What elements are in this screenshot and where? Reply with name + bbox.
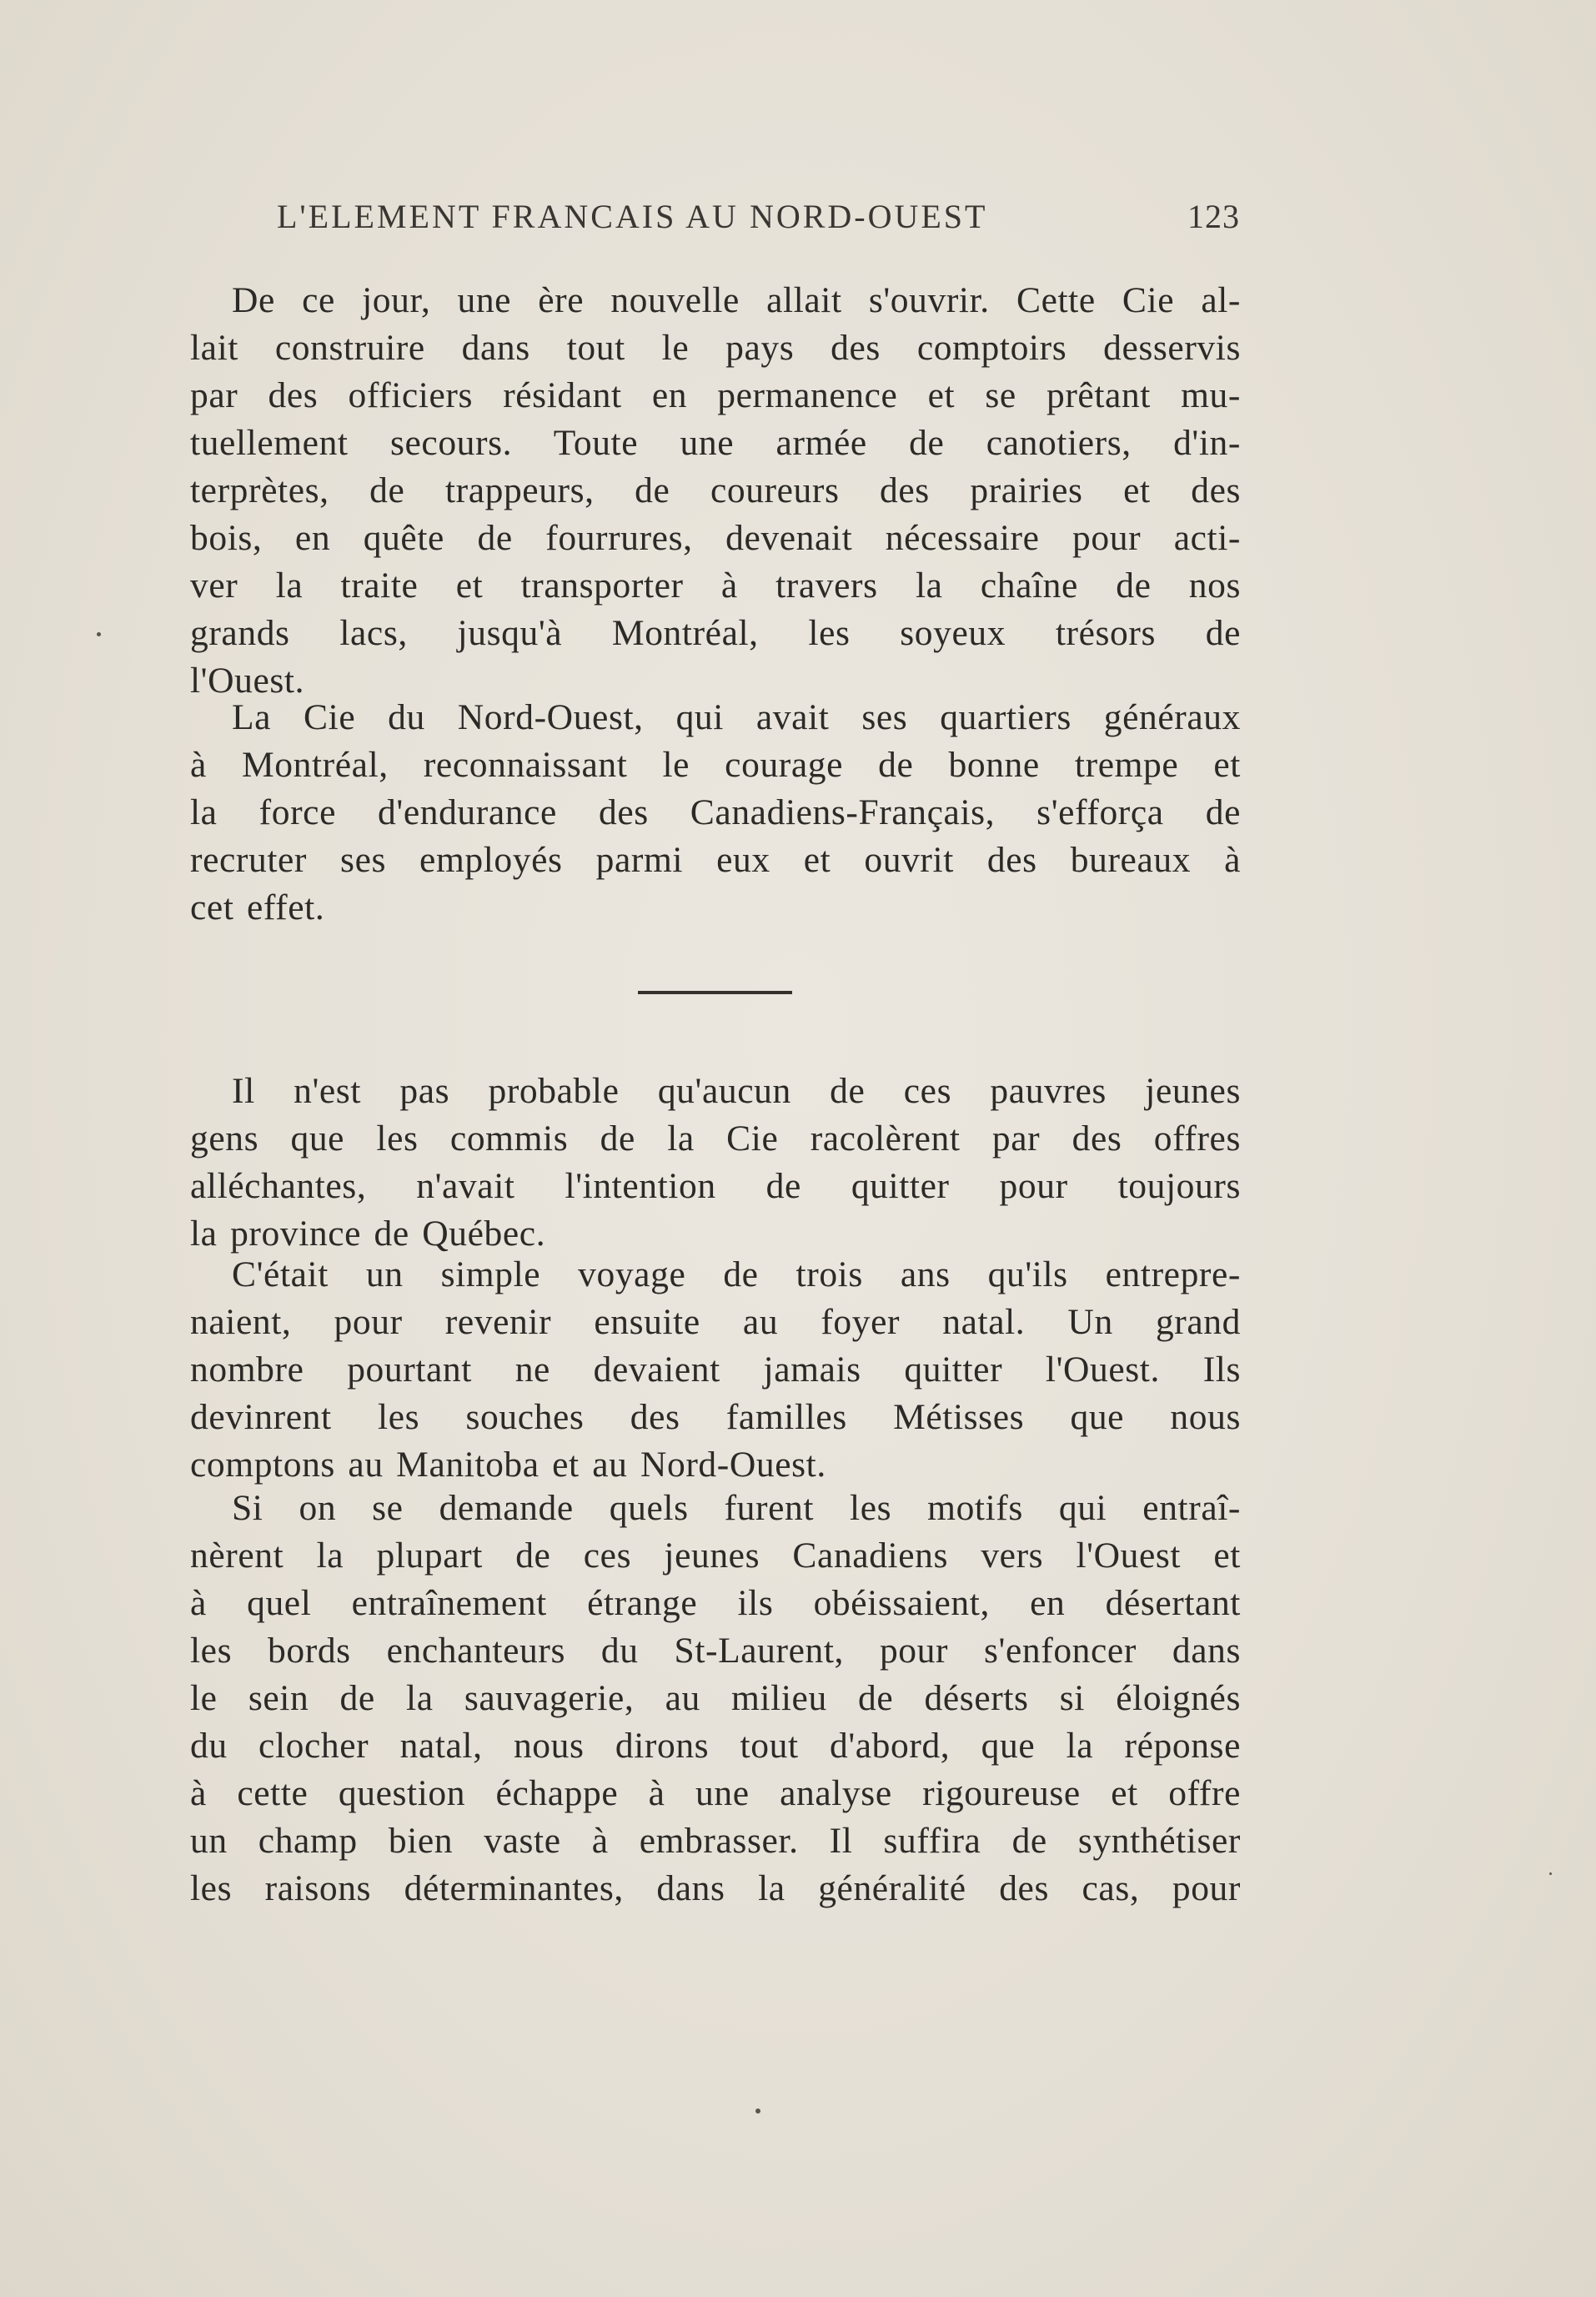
text-line: grands lacs, jusqu'à Montréal, les soyeux trésors de: [190, 613, 1241, 653]
text-line: La Cie du Nord-Ouest, qui avait ses quartiers généraux: [232, 697, 1241, 737]
text-line: tuellement secours. Toute une armée de canotiers, d'in-: [190, 423, 1241, 463]
text-line: à Montréal, reconnaissant le courage de bonne trempe et: [190, 745, 1241, 785]
section-separator-rule: [638, 991, 792, 994]
text-line: C'était un simple voyage de trois ans qu'ils entrepre-: [232, 1254, 1241, 1294]
text-line: le sein de la sauvagerie, au milieu de déserts si éloignés: [190, 1678, 1241, 1718]
text-line: l'Ouest.: [190, 661, 305, 701]
text-line: naient, pour revenir ensuite au foyer natal. Un grand: [190, 1302, 1241, 1342]
page-number: 123: [1187, 198, 1240, 235]
paper-speck: [1549, 1872, 1552, 1875]
text-line: du clocher natal, nous dirons tout d'abord, que la réponse: [190, 1726, 1241, 1766]
text-line: bois, en quête de fourrures, devenait nécessaire pour acti-: [190, 518, 1241, 558]
text-line: les raisons déterminantes, dans la généralité des cas, pour: [190, 1868, 1241, 1908]
paper-speck: [755, 2109, 760, 2114]
text-line: recruter ses employés parmi eux et ouvrit des bureaux à: [190, 840, 1241, 880]
text-line: Si on se demande quels furent les motifs qui entraî-: [232, 1488, 1241, 1528]
text-line: Il n'est pas probable qu'aucun de ces pauvres jeunes: [232, 1071, 1241, 1111]
paragraph-3: [190, 1068, 1241, 1258]
text-line: un champ bien vaste à embrasser. Il suffira de synthétiser: [190, 1821, 1241, 1861]
text-line: nombre pourtant ne devaient jamais quitter l'Ouest. Ils: [190, 1350, 1241, 1390]
text-line: nèrent la plupart de ces jeunes Canadiens vers l'Ouest et: [190, 1536, 1241, 1576]
text-line: la province de Québec.: [190, 1214, 546, 1254]
text-line: comptons au Manitoba et au Nord-Ouest.: [190, 1445, 826, 1485]
paper-speck: [97, 632, 101, 636]
paragraph-1: [190, 277, 1241, 705]
text-line: à cette question échappe à une analyse rigoureuse et offre: [190, 1773, 1241, 1813]
text-line: De ce jour, une ère nouvelle allait s'ouvrir. Cette Cie al-: [232, 280, 1241, 320]
paragraph-4: [190, 1251, 1241, 1489]
text-line: terprètes, de trappeurs, de coureurs des prairies et des: [190, 470, 1241, 510]
text-line: devinrent les souches des familles Métisses que nous: [190, 1397, 1241, 1437]
text-line: la force d'endurance des Canadiens-Français, s'efforça de: [190, 792, 1241, 832]
text-line: lait construire dans tout le pays des comptoirs desservis: [190, 328, 1241, 368]
text-line: gens que les commis de la Cie racolèrent par des offres: [190, 1118, 1241, 1159]
text-line: à quel entraînement étrange ils obéissaient, en désertant: [190, 1583, 1241, 1623]
paragraph-5: [190, 1485, 1241, 1912]
paragraph-2: [190, 694, 1241, 932]
text-line: ver la traite et transporter à travers la chaîne de nos: [190, 565, 1241, 606]
text-line: cet effet.: [190, 887, 325, 927]
running-head: [277, 197, 1240, 247]
text-line: les bords enchanteurs du St-Laurent, pour s'enfoncer dans: [190, 1631, 1241, 1671]
text-line: par des officiers résidant en permanence et se prêtant mu-: [190, 375, 1241, 415]
text-line: alléchantes, n'avait l'intention de quitter pour toujours: [190, 1166, 1241, 1206]
running-head-title: L'ELEMENT FRANCAIS AU NORD-OUEST: [277, 198, 988, 235]
